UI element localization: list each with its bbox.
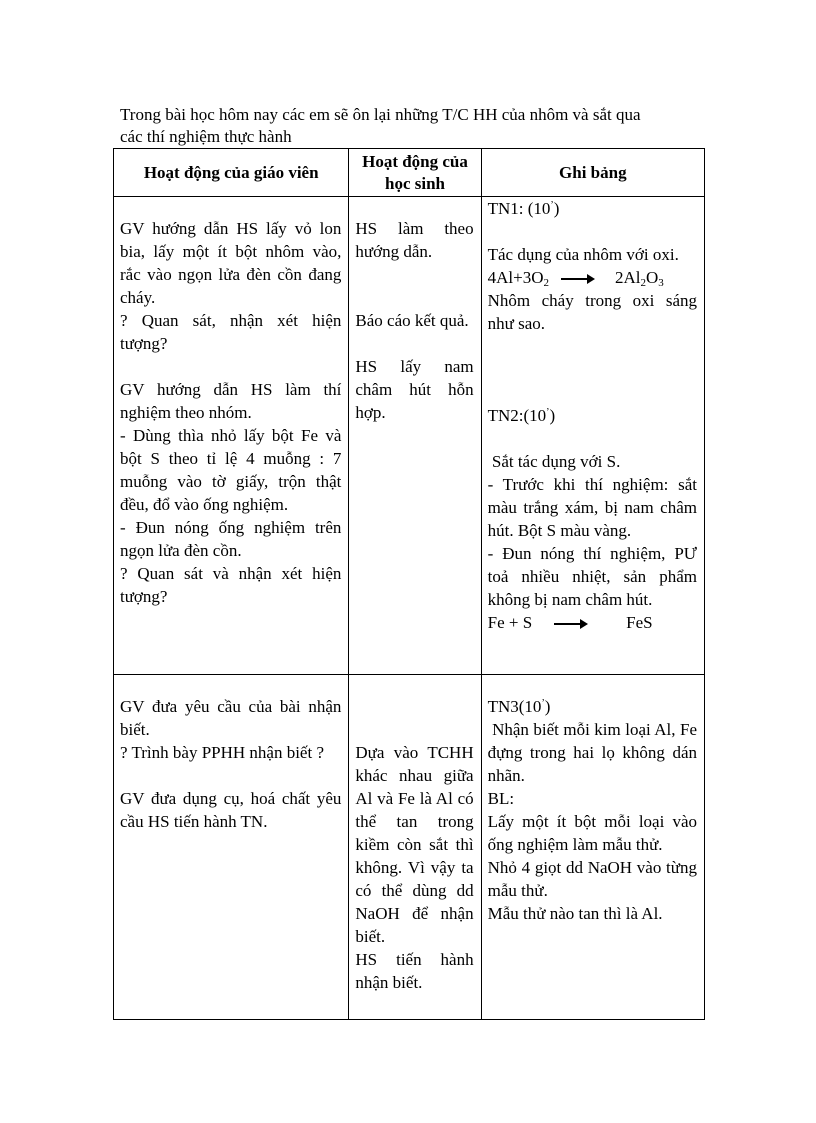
tn3-p1: Lấy một ít bột mỗi loại vào ống nghiệm làm mẫu thử.	[487, 812, 697, 854]
tn3-bl: BL:	[487, 789, 515, 808]
teacher-1-p2: ? Quan sát, nhận xét hiện tượng?	[120, 311, 342, 353]
teacher-2-p2: ? Trình bày PPHH nhận biết ?	[120, 743, 324, 762]
teacher-cell-1	[114, 197, 349, 675]
teacher-1-p6: ? Quan sát và nhận xét hiện tượng?	[120, 564, 342, 606]
tn3-heading: TN3(10’)	[487, 697, 551, 716]
board-cell-2	[481, 675, 704, 1020]
tn3-title: Nhận biết mỗi kim loại Al, Fe đựng trong hai lọ không dán nhãn.	[487, 720, 702, 785]
lesson-table	[113, 148, 705, 1020]
tn1-title: Tác dụng của nhôm với oxi.	[487, 245, 679, 264]
tn2-title: Sắt tác dụng với S.	[487, 452, 621, 471]
header-student: Hoạt động của học sinh	[349, 149, 481, 197]
tn2-p1: - Trước khi thí nghiệm: sắt màu trắng xám, bị nam châm hút. Bột S màu vàng.	[487, 475, 697, 540]
teacher-2-p1: GV đưa yêu cầu của bài nhận biết.	[120, 697, 342, 739]
student-1-p1: HS làm theo hướng dẫn.	[355, 219, 474, 261]
teacher-1-p5: - Đun nóng ống nghiệm trên ngọn lửa đèn cồn.	[120, 518, 342, 560]
tn2-heading: TN2:(10’)	[487, 406, 556, 425]
student-2-p1: Dựa vào TCHH khác nhau giữa Al và Fe là Al có thể tan trong kiềm còn sắt thì không. Vì vậy ta có thể dùng dd NaOH để nhận biết.	[355, 743, 474, 946]
activity-row-2	[114, 675, 705, 1020]
tn2-p2: - Đun nóng thí nghiệm, PƯ toả nhiều nhiệt, sản phẩm không bị nam châm hút.	[487, 544, 697, 609]
reaction-arrow-icon	[561, 274, 595, 284]
equation-al-o2: $4Al+3O_2$ $2Al_2O_3$	[487, 268, 664, 289]
tn3-p3: Mẫu thử nào tan thì là Al.	[487, 904, 663, 923]
activity-row-1	[114, 197, 705, 675]
teacher-1-p1: GV hướng dẫn HS lấy vỏ lon bia, lấy một ít bột nhôm vào, rắc vào ngọn lửa đèn cồn đang cháy.	[120, 219, 342, 307]
board-cell-1	[481, 197, 704, 675]
teacher-1-p4: - Dùng thìa nhỏ lấy bột Fe và bột S theo tỉ lệ 4 muỗng : 7 muỗng vào tờ giấy, trộn thật đều, đổ vào ống nghiệm.	[120, 426, 342, 514]
intro-text	[120, 104, 710, 148]
intro-line-2: các thí nghiệm thực hành	[120, 127, 292, 146]
student-2-p2: HS tiến hành nhận biết.	[355, 950, 474, 992]
student-1-p3: HS lấy nam châm hút hỗn hợp.	[355, 357, 474, 422]
header-board: Ghi bảng	[481, 149, 704, 197]
header-row	[114, 149, 705, 197]
equation-fe-s: Fe + S FeS	[487, 613, 653, 632]
tn1-heading: TN1: (10’)	[487, 199, 560, 218]
intro-line-1: Trong bài học hôm nay các em sẽ ôn lại những T/C HH của nhôm và sắt qua	[120, 105, 641, 124]
student-cell-2	[349, 675, 481, 1020]
header-teacher: Hoạt động của giáo viên	[114, 149, 349, 197]
reaction-arrow-icon	[554, 619, 588, 629]
teacher-1-p3: GV hướng dẫn HS làm thí nghiệm theo nhóm.	[120, 380, 342, 422]
student-cell-1	[349, 197, 481, 675]
teacher-2-p3: GV đưa dụng cụ, hoá chất yêu cầu HS tiến hành TN.	[120, 789, 342, 831]
teacher-cell-2	[114, 675, 349, 1020]
tn3-p2: Nhỏ 4 giọt dd NaOH vào từng mẫu thử.	[487, 858, 697, 900]
tn1-result: Nhôm cháy trong oxi sáng như sao.	[487, 291, 697, 333]
student-1-p2: Báo cáo kết quả.	[355, 311, 469, 330]
